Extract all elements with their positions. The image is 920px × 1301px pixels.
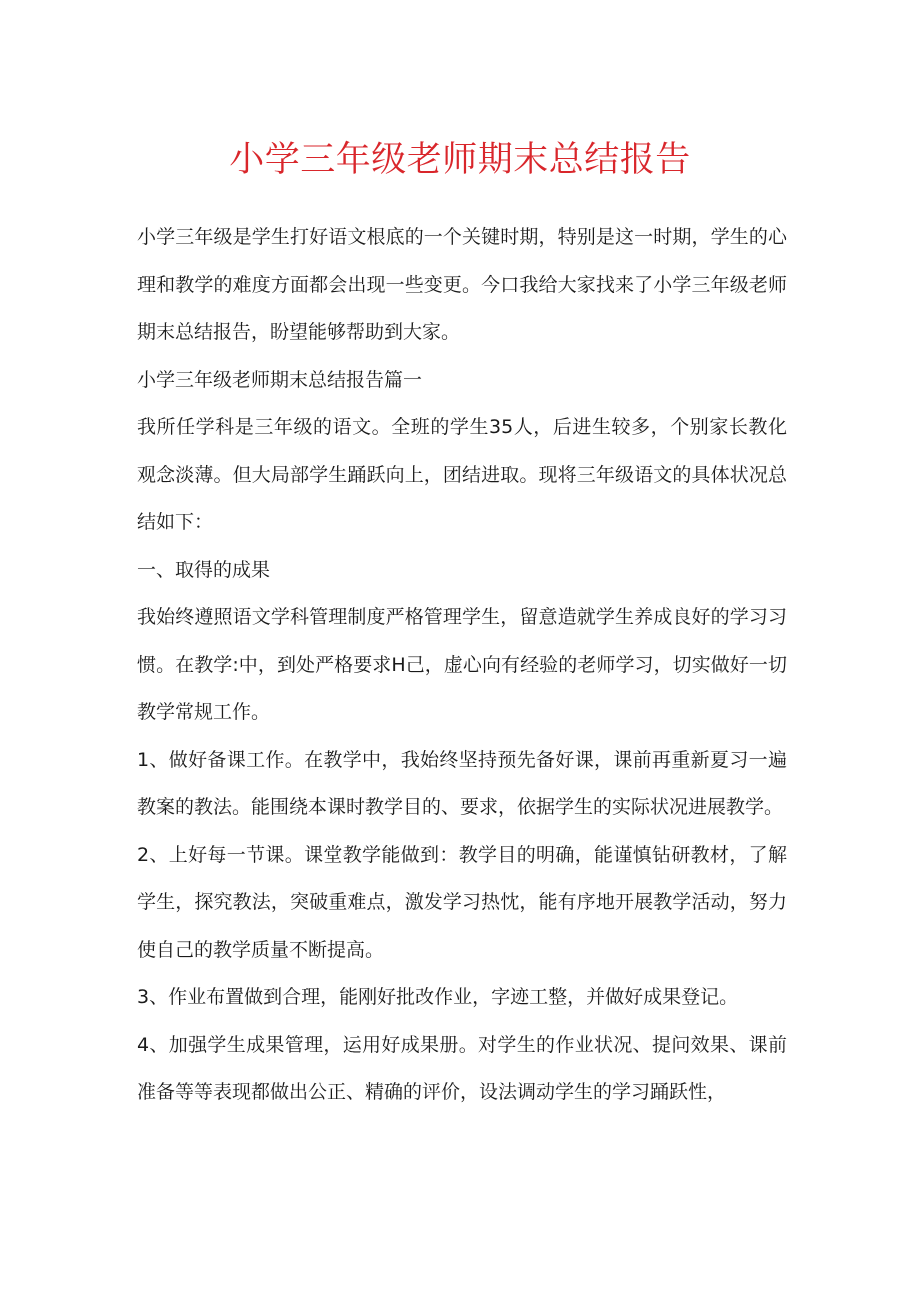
paragraph-class-overview: 我所任学科是三年级的语文。全班的学生35人，后进生较多，个别家长教化观念淡薄。但大局部学生踊跃向上，团结进取。现将三年级语文的具体状况总结如下： xyxy=(137,416,787,533)
paragraph-management: 我始终遵照语文学科管理制度严格管理学生，留意造就学生养成良好的学习习惯。在教学:中，到处严格要求H己，虚心向有经验的老师学习，切实做好一切教学常规工作。 xyxy=(137,606,787,723)
section-heading-achievements: 一、取得的成果 xyxy=(137,558,271,581)
paragraph-item-3-homework: 3、作业布置做到合理，能刚好批改作业，字迹工整，并做好成果登记。 xyxy=(137,986,739,1008)
paragraph-intro: 小学三年级是学生打好语文根底的一个关键时期，特别是这一时期，学生的心理和教学的难度方面都会出现一些变更。今口我给大家找来了小学三年级老师期末总结报告，盼望能够帮助到大家。 xyxy=(137,226,787,343)
paragraph-item-4-grades: 4、加强学生成果管理，运用好成果册。对学生的作业状况、提问效果、课前准备等等表现都做出公正、精确的评价，设法调动学生的学习踊跃性， xyxy=(137,1033,787,1103)
document-title: 小学三年级老师期末总结报告 xyxy=(229,140,691,180)
document-body xyxy=(137,214,787,1117)
section-heading-part-one: 小学三年级老师期末总结报告篇一 xyxy=(137,368,423,391)
paragraph-item-1-lesson-prep: 1、做好备课工作。在教学中，我始终坚持预先备好课，课前再重新夏习一遍教案的教法。能围绕本课时教学目的、要求，依据学生的实际状况进展教学。 xyxy=(137,748,787,818)
paragraph-item-2-teaching: 2、上好每一节课。课堂教学能做到：教学目的明确，能谨慎钻研教材，了解学生，探究教法，突破重难点，激发学习热忱，能有序地开展教学活动，努力使自己的教学质量不断提高。 xyxy=(137,843,787,961)
